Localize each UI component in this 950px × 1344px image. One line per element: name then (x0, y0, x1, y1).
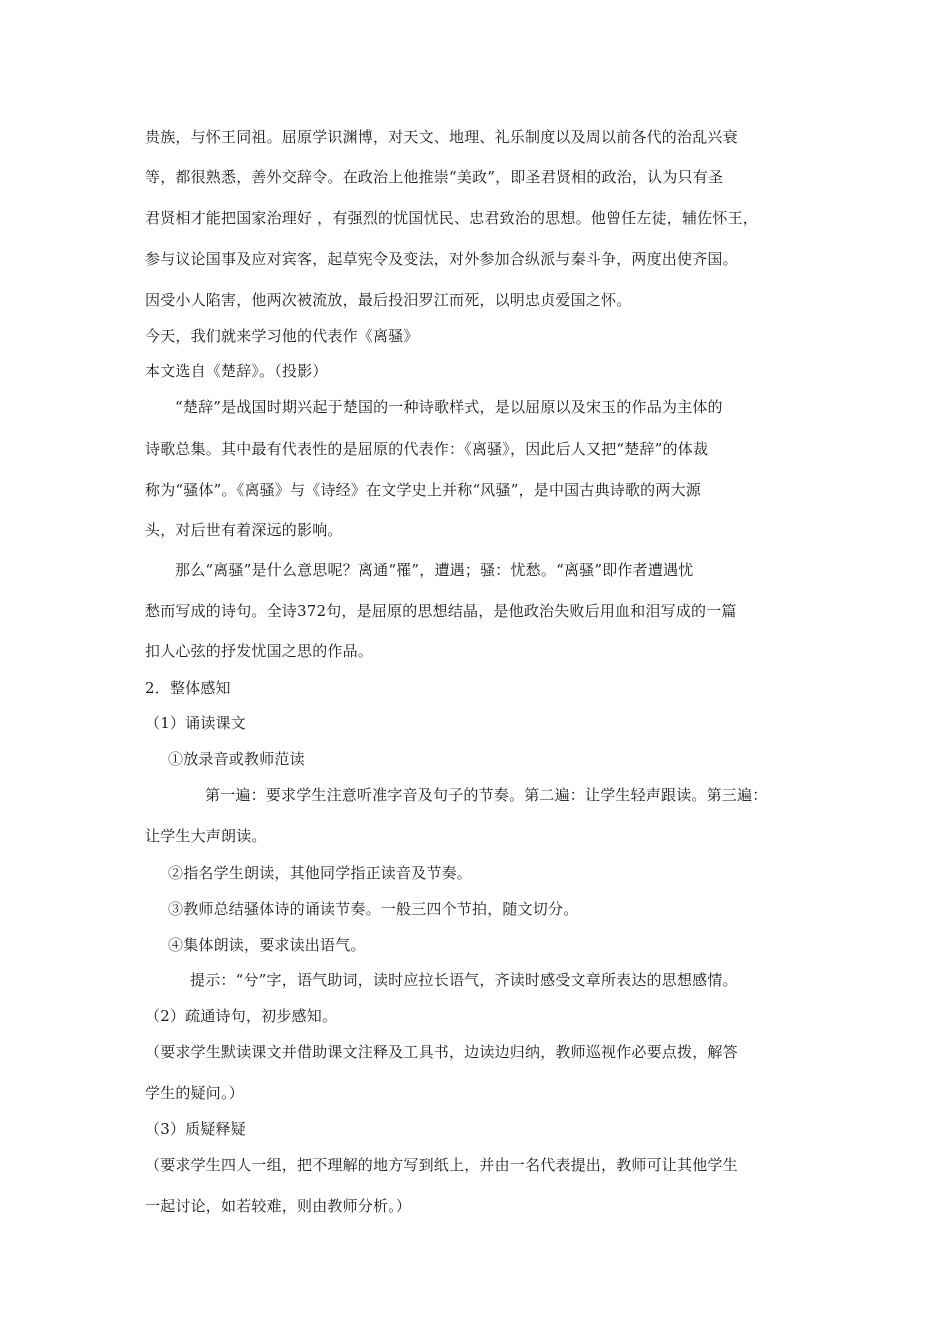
paragraph-line: 参与议论国事及应对宾客，起草宪令及变法，对外参加合纵派与秦斗争，两度出使齐国。 (145, 250, 738, 268)
paragraph-line: 愁而写成的诗句。全诗372句，是屈原的思想结晶，是他政治失败后用血和泪写成的一篇 (145, 602, 737, 620)
paragraph-line: 本文选自《楚辞》。（投影） (145, 362, 328, 380)
paragraph-line: 称为“骚体”。《离骚》与《诗经》在文学史上并称“风骚”，是中国古典诗歌的两大源 (145, 481, 701, 499)
paragraph-line: 君贤相才能把国家治理好 ，有强烈的忧国忧民、忠君致治的思想。他曾任左徒，辅佐怀王， (145, 209, 758, 227)
paragraph-line: 等，都很熟悉，善外交辞令。在政治上他推崇“美政”，即圣君贤相的政治，认为只有圣 (145, 168, 724, 186)
list-item: ④集体朗读，要求读出语气。 (168, 936, 366, 954)
paragraph-line: 第一遍：要求学生注意听准字音及句子的节奏。第二遍：让学生轻声跟读。第三遍： (205, 786, 768, 804)
list-item: ③教师总结骚体诗的诵读节奏。一般三四个节拍，随文切分。 (168, 900, 579, 918)
paragraph-line: 学生的疑问。） (145, 1084, 244, 1102)
subsection-heading: （3）质疑释疑 (145, 1120, 246, 1138)
paragraph-line: 今天，我们就来学习他的代表作《离骚》 (145, 327, 419, 345)
paragraph-line: 因受小人陷害，他两次被流放，最后投汨罗江而死，以明忠贞爱国之怀。 (145, 291, 632, 309)
paragraph-line: 诗歌总集。其中最有代表性的是屈原的代表作：《离骚》，因此后人又把“楚辞”的体裁 (145, 440, 709, 458)
subsection-heading: （1）诵读课文 (145, 714, 246, 732)
list-item: ②指名学生朗读，其他同学指正读音及节奏。 (168, 864, 473, 882)
subsection-heading: （2）疏通诗句，初步感知。 (145, 1007, 338, 1025)
paragraph-line: 提示：“兮”字，语气助词，读时应拉长语气，齐读时感受文章所表达的思想感情。 (190, 971, 738, 989)
paragraph-line: （要求学生默读课文并借助课文注释及工具书，边读边归纳，教师巡视作必要点拨，解答 (145, 1043, 738, 1061)
paragraph-line: 一起讨论，如若较难，则由教师分析。） (145, 1197, 412, 1215)
paragraph-line: 贵族，与怀王同祖。屈原学识渊博，对天文、地理、礼乐制度以及周以前各代的治乱兴衰 (145, 128, 738, 146)
paragraph-line: “楚辞”是战国时期兴起于楚国的一种诗歌样式，是以屈原以及宋玉的作品为主体的 (175, 398, 723, 416)
section-heading: 2．整体感知 (145, 679, 231, 697)
paragraph-line: （要求学生四人一组，把不理解的地方写到纸上，并由一名代表提出，教师可让其他学生 (145, 1156, 738, 1174)
list-item: ①放录音或教师范读 (168, 750, 305, 768)
paragraph-line: 那么“离骚”是什么意思呢？离通“罹”，遭遇；骚：忧愁。“离骚”即作者遭遇忧 (175, 561, 694, 579)
paragraph-line: 扣人心弦的抒发忧国之思的作品。 (145, 642, 374, 660)
paragraph-line: 让学生大声朗读。 (145, 827, 267, 845)
paragraph-line: 头，对后世有着深远的影响。 (145, 521, 343, 539)
